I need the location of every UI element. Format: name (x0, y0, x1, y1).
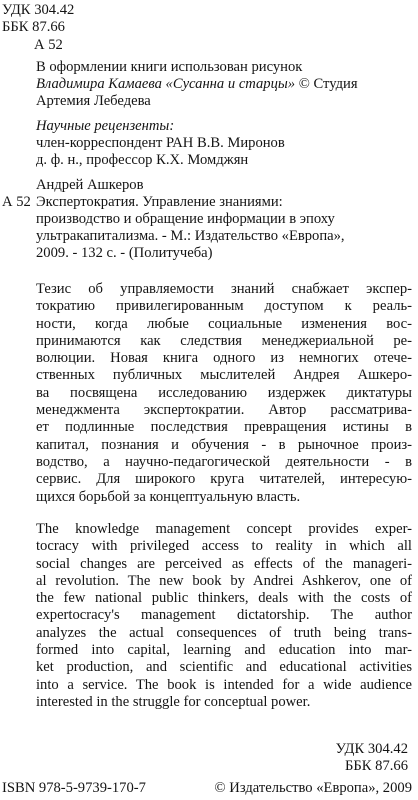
copyright-notice: © Издательство «Европа», 2009 (214, 780, 412, 796)
bib-line-1: Экспертократия. Управление знаниями: (36, 194, 283, 210)
abstract-ru-line-10: капитал, познания и обучения - в рыночное произ- (36, 436, 412, 453)
abstract-ru-line-13: щихся борьбой за концептуальную власть. (36, 488, 301, 505)
reviewer-1: член-корреспондент РАН В.В. Миронов (36, 135, 285, 151)
bib-record (36, 194, 410, 262)
abstract-russian (36, 281, 412, 506)
abstract-en-line-4: al revolution. The new book by Andrei Ashkerov, one of (36, 572, 412, 589)
abstract-en-line-7: analyzes the actual consequences of truth being trans- (36, 624, 412, 641)
abstract-ru-line-8: менеджмента экспертократии. Автор рассматрива- (36, 402, 412, 419)
credits-line-2 (36, 76, 358, 93)
udk-code-top: УДК 304.42 (2, 2, 75, 18)
abstract-ru-line-2: тократию привилегированным доступом к реаль- (36, 298, 412, 315)
credits-line-3: Артемия Лебедева (36, 93, 151, 109)
credits-block (36, 59, 358, 110)
author-mark-top: А 52 (34, 37, 63, 53)
abstract-ru-line-4: принимаются как следствия менеджериальной ре- (36, 332, 412, 349)
abstract-ru-line-12: сервис. Для широкого круга читателей, интересую- (36, 471, 412, 488)
bib-line-3: ультракапитализма. - М.: Издательство «Европа», (36, 228, 345, 244)
abstract-en-line-2: tocracy with privileged access to reality in which all (36, 538, 412, 555)
abstract-en-line-11: interested in the struggle for conceptual power. (36, 693, 311, 710)
credits-artist: Владимира Камаева «Сусанна и старцы» (36, 76, 296, 92)
abstract-en-line-10: into a service. The book is intended for a wide audience (36, 676, 412, 693)
abstract-en-line-6: expertocracy's management dictatorship. The author (36, 607, 412, 624)
reviewers-title: Научные рецензенты: (36, 118, 175, 134)
abstract-ru-line-9: ет подлинные последствия превращения истины в (36, 419, 412, 436)
abstract-english (36, 521, 412, 711)
abstract-en-line-5: the few national public thinkers, deals with the costs of (36, 590, 412, 607)
credits-line-1: В оформлении книги использован рисунок (36, 59, 303, 75)
reviewer-2: д. ф. н., профессор К.Х. Момджян (36, 152, 249, 168)
bbk-code-bottom: ББК 87.66 (345, 758, 408, 774)
abstract-ru-line-3: ности, когда любые социальные изменения вос- (36, 315, 412, 332)
udk-code-bottom: УДК 304.42 (335, 741, 408, 757)
bib-line-2: производство и обращение информации в эпоху (36, 211, 335, 227)
abstract-en-line-8: formed into capital, learning and education into mar- (36, 642, 412, 659)
reviewers-block (36, 118, 285, 169)
abstract-en-line-1: The knowledge management concept provides exper- (36, 521, 412, 537)
bib-line-4: 2009. - 132 с. - (Политучеба) (36, 245, 213, 261)
abstract-en-line-9: ket production, and scientific and educational activities (36, 659, 412, 676)
abstract-ru-line-5: волюции. Новая книга одного из немногих отече- (36, 350, 412, 367)
abstract-ru-line-11: водство, а научно-педагогической деятельности - в (36, 453, 412, 470)
abstract-en-line-3: social changes are perceived as effects of the manageri- (36, 555, 412, 572)
abstract-ru-line-6: ственных публичных мыслителей Андрея Ашкеро- (36, 367, 412, 384)
bib-code: А 52 (2, 194, 31, 210)
isbn: ISBN 978-5-9739-170-7 (2, 780, 146, 796)
abstract-ru-line-1: Тезис об управляемости знаний снабжает экспер- (36, 281, 412, 297)
credits-studio: © Студия (295, 76, 358, 92)
bib-author: Андрей Ашкеров (36, 177, 144, 193)
bbk-code-top: ББК 87.66 (2, 19, 65, 35)
abstract-ru-line-7: ва посвящена исследованию издержек диктатуры (36, 384, 412, 401)
